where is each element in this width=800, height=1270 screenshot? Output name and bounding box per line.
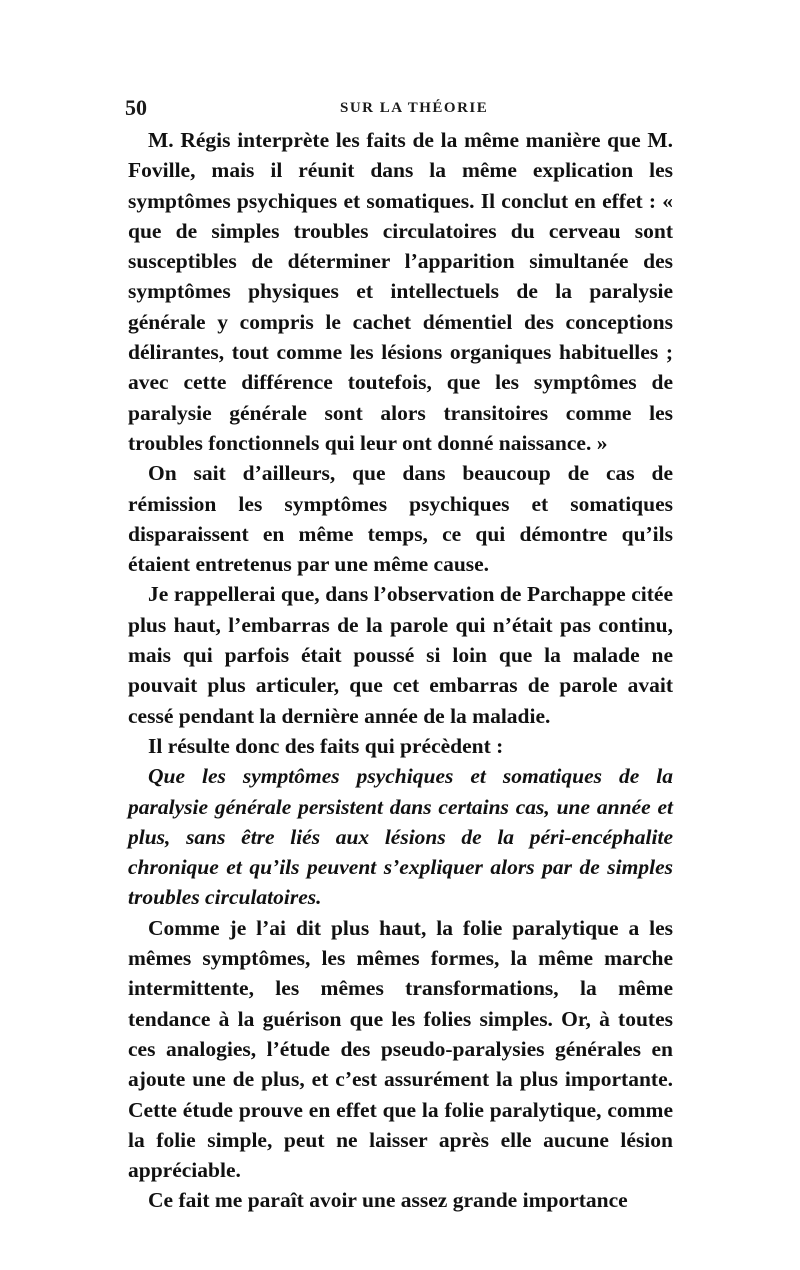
- running-title: SUR LA THÉORIE: [340, 100, 489, 116]
- body-text: [128, 125, 673, 1216]
- paragraph-folie-paralytique: Comme je l’ai dit plus haut, la folie paralytique a les mêmes symptômes, les mêmes formes, la même marche intermittente, les mêmes transformations, la même tendance à la guérison que les folies simples. Or, à toutes ces analogies, l’étude des pseudo-paralysies générales en ajoute une de plus, et c’est assurément la plus importante. Cette étude prouve en effet que la folie paralytique, comme la folie simple, peut ne laisser après elle aucune lésion appréciable.: [128, 915, 673, 1183]
- paragraph-remission: On sait d’ailleurs, que dans beaucoup de cas de rémission les symptômes psychiques et somatiques disparaissent en même temps, ce qui démontre qu’ils étaient entretenus par une même cause.: [128, 461, 673, 577]
- paragraph-il-resulte: Il résulte donc des faits qui précèdent :: [148, 733, 504, 758]
- running-head: [125, 95, 690, 121]
- paragraph-conclusion-italic: Que les symptômes psychiques et somatiques de la paralysie générale persistent dans certains cas, une année et plus, sans être liés aux lésions de la péri-encéphalite chronique et qu’ils peuvent s’expliquer alors par de simples troubles circulatoires.: [128, 764, 673, 910]
- paragraph-ce-fait: Ce fait me paraît avoir une assez grande importance: [148, 1188, 628, 1213]
- paragraph-regis: M. Régis interprète les faits de la même manière que M. Foville, mais il réunit dans la même explication les symptômes psychiques et somatiques. Il conclut en effet : « que de simples troubles circulatoires du cerveau sont susceptibles de déterminer l’apparition simultanée des symptômes physiques et intellectuels de la paralysie générale y compris le cachet démentiel des conceptions délirantes, tout comme les lésions organiques habituelles ; avec cette différence toutefois, que les symptômes de paralysie générale sont alors transitoires comme les troubles fonctionnels qui leur ont donné naissance. »: [128, 128, 673, 455]
- page-number: 50: [125, 95, 147, 120]
- paragraph-parchappe: Je rappellerai que, dans l’observation de Parchappe citée plus haut, l’embarras de la parole qui n’était pas continu, mais qui parfois était poussé si loin que la malade ne pouvait plus articuler, que cet embarras de parole avait cessé pendant la dernière année de la maladie.: [128, 582, 673, 728]
